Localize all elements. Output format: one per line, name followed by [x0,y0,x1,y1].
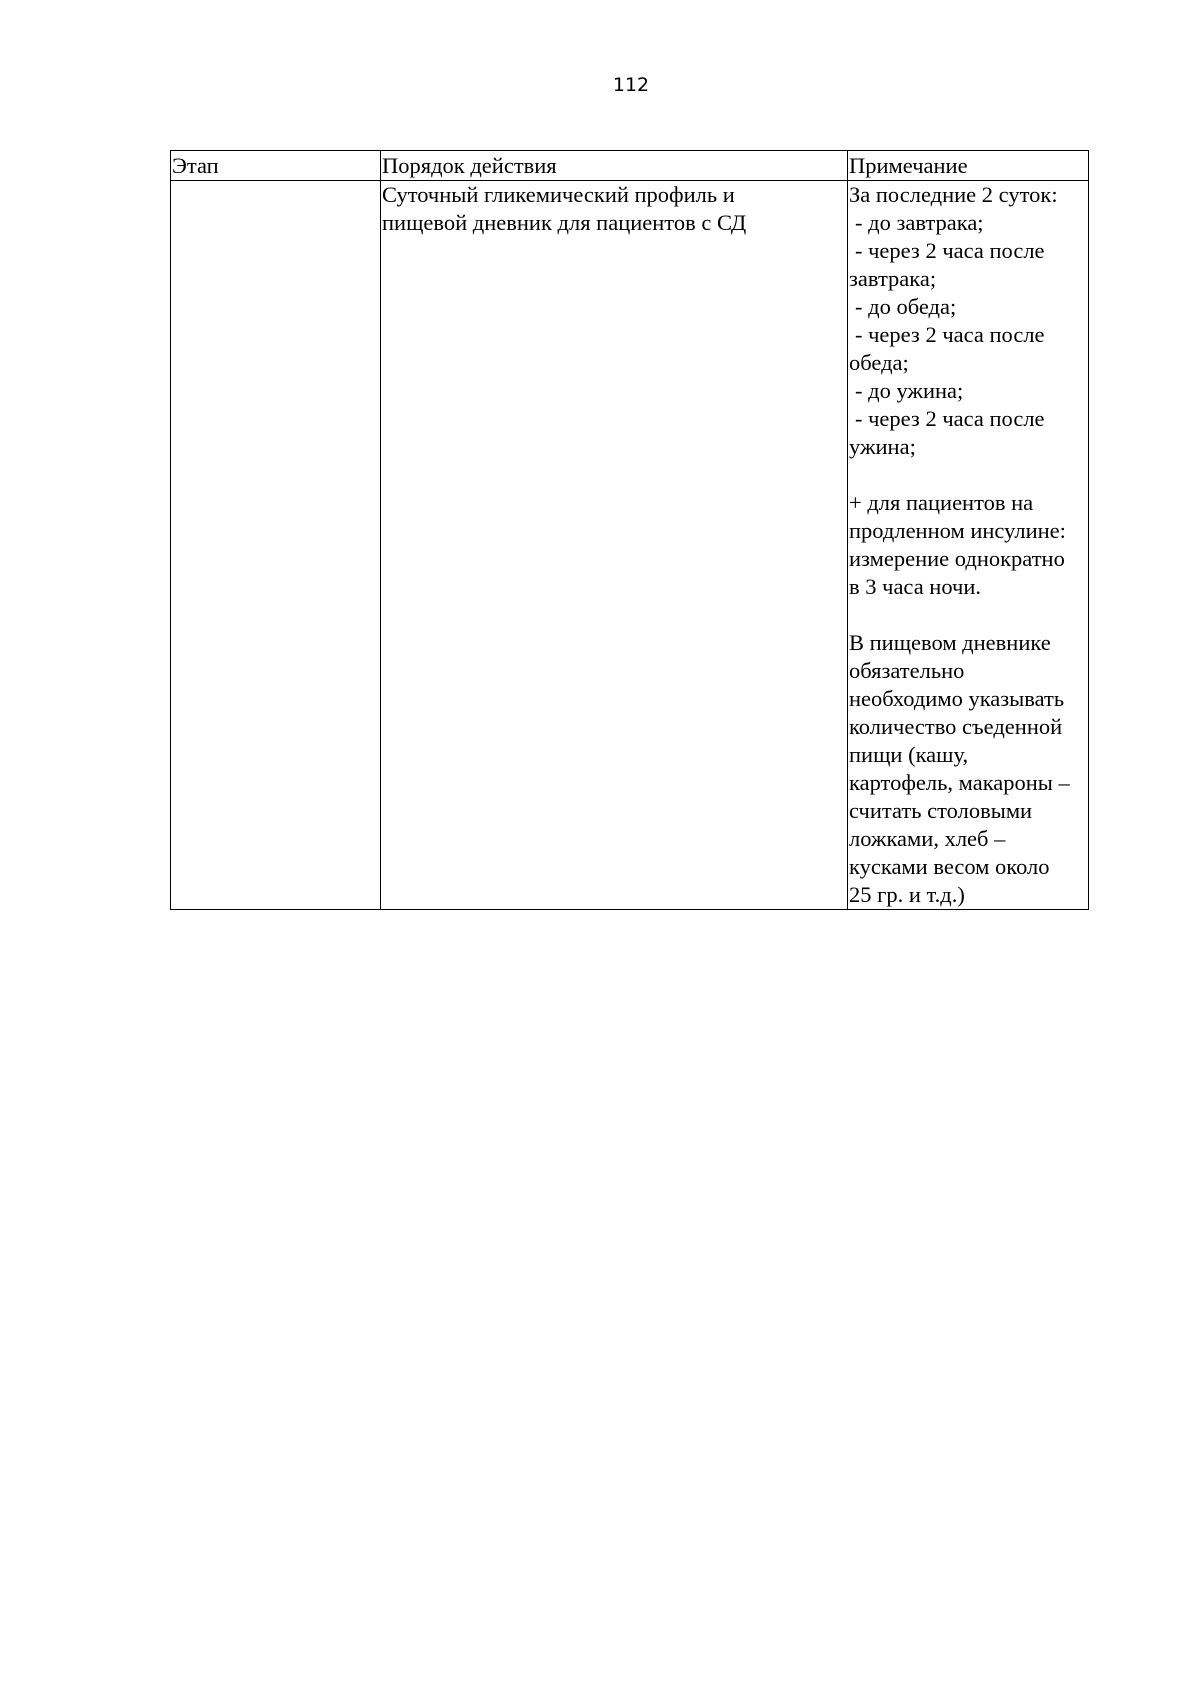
note-line: За последние 2 суток: [849,182,1058,207]
note-line: картофель, макароны – [849,770,1070,795]
note-line: - через 2 часа после [855,322,1045,347]
header-note: Примечание [848,151,1089,181]
note-line: кусками весом около [849,854,1050,879]
procedure-table [170,150,1089,910]
note-line: измерение однократно [849,546,1065,571]
cell-action [381,181,848,910]
note-line: пищи (кашу, [849,742,969,767]
cell-stage [171,181,381,910]
note-line: обязательно [849,658,965,683]
table-row [171,181,1089,910]
note-line: продленном инсулине: [849,518,1066,543]
note-line: количество съеденной [849,714,1063,739]
note-line: ложками, хлеб – [849,826,1006,851]
note-line: завтрака; [849,266,937,291]
table-header-row [171,151,1089,181]
cell-note [848,181,1089,910]
note-line: в 3 часа ночи. [849,574,981,599]
header-action: Порядок действия [381,151,848,181]
note-line: 25 гр. и т.д.) [849,882,965,907]
note-line: - до ужина; [855,378,964,403]
note-line: обеда; [849,350,909,375]
note-line: - до обеда; [855,294,957,319]
note-line: - до завтрака; [855,210,984,235]
note-line: ужина; [849,434,916,459]
note-line: - через 2 часа после [855,406,1045,431]
note-line: + для пациентов на [849,490,1034,515]
note-line: считать столовыми [849,798,1033,823]
page-number: 112 [612,74,650,96]
action-text: Суточный гликемический профиль и пищевой дневник для пациентов с СД [382,182,747,235]
note-line: В пищевом дневнике [849,630,1051,655]
note-line: необходимо указывать [849,686,1065,711]
note-line [849,601,1088,629]
note-line [849,461,1088,489]
note-lines [849,181,1088,909]
header-stage: Этап [171,151,381,181]
note-line: - через 2 часа после [855,238,1045,263]
